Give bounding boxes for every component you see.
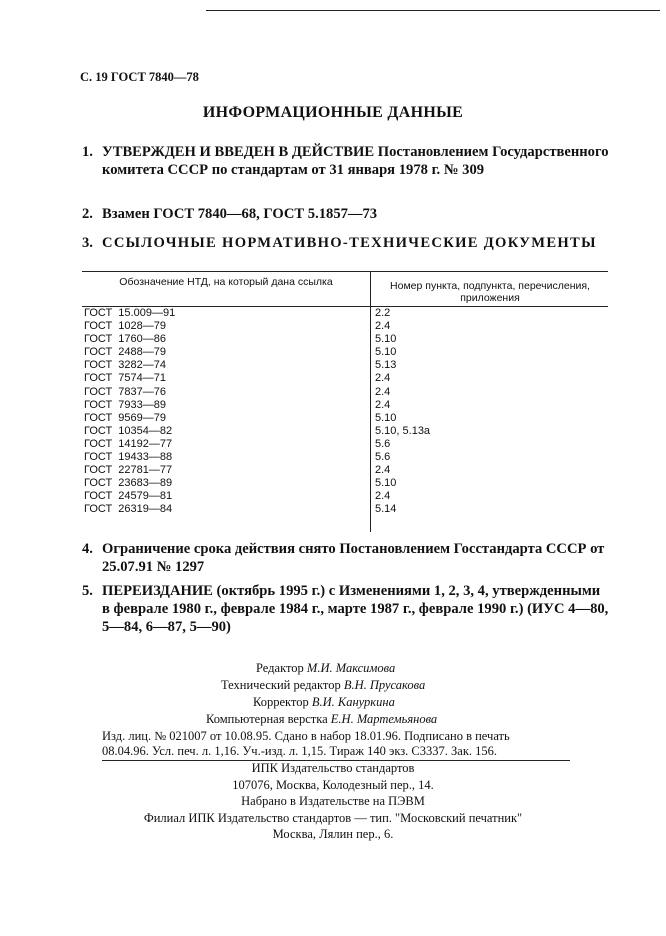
table-row [82,372,608,385]
cell-ntd: ГОСТ 24579—81 [84,490,173,503]
item-text: ССЫЛОЧНЫЕ НОРМАТИВНО-ТЕХНИЧЕСКИЕ ДОКУМЕНТЫ [102,235,597,251]
cell-ntd: ГОСТ 3282—74 [84,359,167,372]
table-row [82,425,608,438]
cell-ref: 5.6 [375,451,391,464]
page-title: ИНФОРМАЦИОННЫЕ ДАННЫЕ [202,104,464,121]
list-item-1 [82,143,610,179]
cell-ref: 2.4 [375,464,391,477]
item-number: 5. [82,583,93,599]
table-header [82,271,608,307]
list-item-3 [82,234,610,252]
cell-ntd: ГОСТ 10354—82 [84,424,173,437]
cell-ref: 5.10, 5.13а [375,424,431,437]
cell-ref: 2.4 [375,398,391,411]
cell-ntd: ГОСТ 7933—89 [84,398,167,411]
credit-name: Е.Н. Мартемьянова [330,712,438,726]
cell-ntd: ГОСТ 14192—77 [84,437,173,450]
cell-ntd: ГОСТ 19433—88 [84,451,173,464]
publisher-line-4: Филиал ИПК Издательство стандартов — тип. "Московский печатник" [143,810,523,825]
item-number: 2. [82,206,93,222]
credit-label: Редактор [256,661,304,675]
publisher-line-3: Набрано в Издательстве на ПЭВМ [241,794,425,808]
table-row [82,477,608,490]
cell-ref: 5.10 [375,346,397,359]
credit-name: М.И. Максимова [306,661,396,675]
cell-ref: 5.10 [375,411,397,424]
item-text: Ограничение срока действия снято Постановлением Госстандарта СССР от 25.07.91 № 1297 [102,541,605,575]
col-header-ref: Номер пункта, подпункта, перечисления, приложения [390,280,590,304]
page-header: С. 19 ГОСТ 7840—78 [80,70,199,84]
imprint-line-1: Изд. лиц. № 021007 от 10.08.95. Сдано в набор 18.01.96. Подписано в печать [102,729,510,743]
cell-ntd: ГОСТ 22781—77 [84,464,173,477]
cell-ntd: ГОСТ 26319—84 [84,503,173,516]
cell-ref: 2.4 [375,372,391,385]
table-row [82,386,608,399]
credits [0,660,666,728]
cell-ntd: ГОСТ 2488—79 [84,346,167,359]
item-text: УТВЕРЖДЕН И ВВЕДЕН В ДЕЙСТВИЕ Постановлением Государственного комитета СССР по стандартам от 31 января 1978 г. № 309 [102,144,609,178]
table-body [82,307,608,517]
table-row [82,346,608,359]
list-item-2 [82,205,610,223]
table-row [82,464,608,477]
credit-editor [256,660,666,677]
cell-ntd: ГОСТ 7837—76 [84,385,167,398]
item-text: ПЕРЕИЗДАНИЕ (октябрь 1995 г.) с Изменениями 1, 2, 3, 4, утвержденными в феврале 1980 г., феврале 1984 г., марте 1987 г., феврале 1990 г.) (ИУС 4—80, 5—84, 6—87, 5—90) [102,583,609,635]
cell-ref: 5.10 [375,477,397,490]
credit-label: Корректор [253,695,309,709]
cell-ntd: ГОСТ 23683—89 [84,477,173,490]
imprint [102,729,572,759]
list-item-4 [82,540,610,576]
table-row [82,307,608,320]
table-row [82,333,608,346]
table-row [82,320,608,333]
cell-ref: 2.2 [375,307,391,319]
cell-ref: 2.4 [375,385,391,398]
cell-ref: 2.4 [375,490,391,503]
credit-proofreader [253,694,666,711]
item-text: Взамен ГОСТ 7840—68, ГОСТ 5.1857—73 [102,206,378,222]
credit-layout [206,711,666,728]
credit-tech-editor [221,677,666,694]
col-header-ntd: Обозначение НТД, на который дана ссылка [119,276,333,288]
table-row [82,412,608,425]
publisher-line-2: 107076, Москва, Колодезный пер., 14. [232,777,434,792]
credit-label: Технический редактор [221,678,341,692]
cell-ntd: ГОСТ 7574—71 [84,372,167,385]
cell-ntd: ГОСТ 1028—79 [84,320,167,333]
cell-ref: 5.13 [375,359,397,372]
credit-name: В.И. Кануркина [311,695,395,709]
table-row [82,359,608,372]
cell-ntd: ГОСТ 15.009—91 [84,307,176,319]
table-row [82,451,608,464]
cell-ref: 2.4 [375,320,391,333]
publisher-line-1: ИПК Издательство стандартов [251,761,415,775]
cell-ref: 5.10 [375,333,397,346]
imprint-line-2: 08.04.96. Усл. печ. л. 1,16. Уч.-изд. л. 1,15. Тираж 140 экз. С3337. Зак. 156. [102,744,498,758]
table-row [82,490,608,503]
item-number: 1. [82,144,93,160]
cell-ntd: ГОСТ 9569—79 [84,411,167,424]
table-row [82,438,608,451]
list-item-5 [82,582,610,636]
cell-ref: 5.14 [375,503,397,516]
cell-ntd: ГОСТ 1760—86 [84,333,167,346]
publisher-line-5: Москва, Лялин пер., 6. [272,827,394,841]
publisher-info [0,760,666,843]
credit-name: В.Н. Прусакова [343,678,426,692]
table-row [82,399,608,412]
credit-label: Компьютерная верстка [206,712,328,726]
item-number: 4. [82,541,93,557]
item-number: 3. [82,235,93,251]
cell-ref: 5.6 [375,437,391,450]
top-rule [206,10,660,11]
table-row [82,503,608,516]
